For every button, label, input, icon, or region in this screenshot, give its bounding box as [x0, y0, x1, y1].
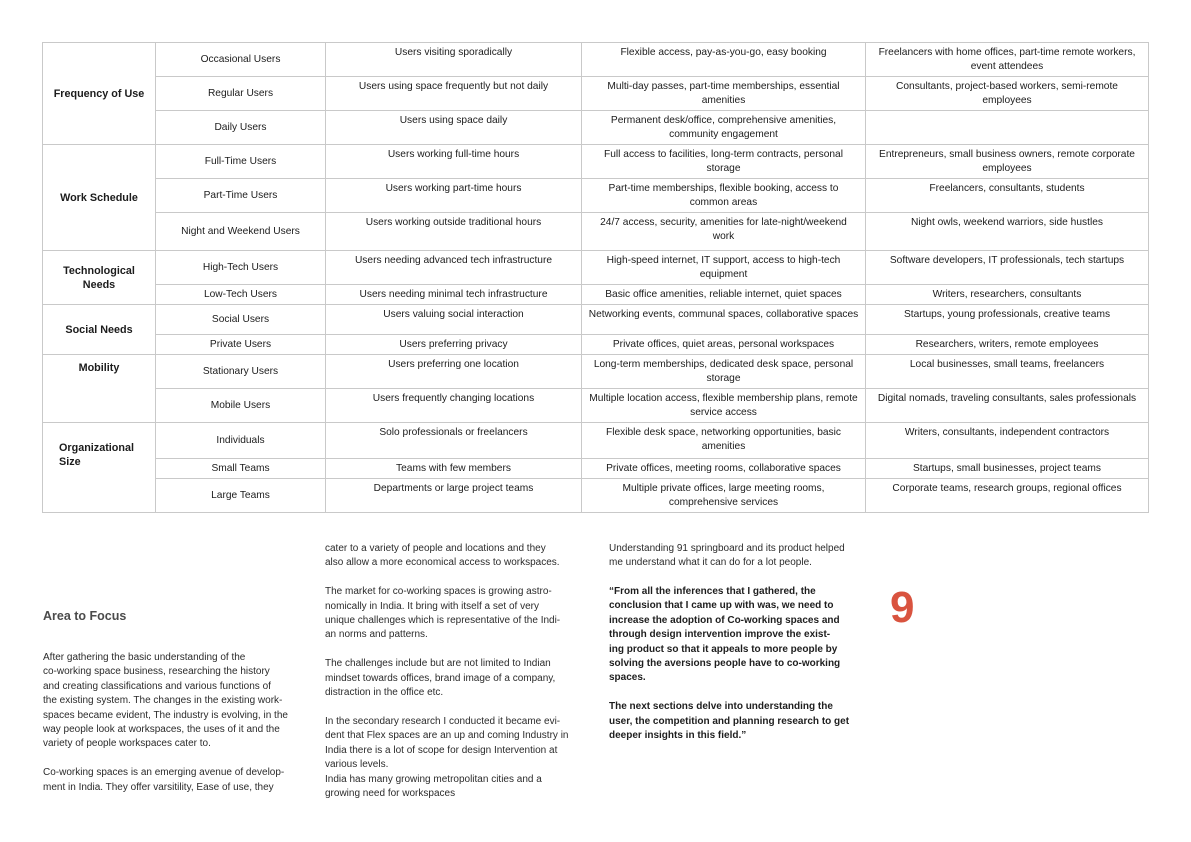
user-type-cell: Full-Time Users	[156, 145, 326, 179]
description-cell: Users preferring privacy	[326, 335, 582, 355]
page-number: 9	[890, 583, 915, 632]
category-cell: Organizational Size	[43, 423, 156, 513]
needs-cell: Multiple location access, flexible membership plans, remote service access	[582, 389, 866, 423]
needs-cell: Multiple private offices, large meeting rooms, comprehensive services	[582, 479, 866, 513]
table-row	[43, 77, 1149, 111]
body-text-column-2: cater to a variety of people and locations and they also allow a more economical access to workspaces. The market for co-working spaces is growing astro- nomically in India. It bring with itself a set of very unique challenges which is representative of the Indi- an norms and patterns. The challenges include but are not limited to Indian mindset towards offices, brand image of a company, distraction in the office etc. In the secondary research I conducted it became evi- dent that Flex spaces are an up and coming Industry in India there is a lot of scope for design Intervention at various levels. India has many growing metropolitan cities and a growing need for workspaces	[325, 543, 569, 799]
user-segmentation-table	[42, 42, 1149, 513]
examples-cell	[866, 111, 1149, 145]
user-type-cell: Stationary Users	[156, 355, 326, 389]
table-row	[43, 459, 1149, 479]
user-type-cell: High-Tech Users	[156, 251, 326, 285]
user-type-cell: Small Teams	[156, 459, 326, 479]
description-cell: Users using space daily	[326, 111, 582, 145]
description-cell: Users needing minimal tech infrastructure	[326, 285, 582, 305]
description-cell: Users needing advanced tech infrastructure	[326, 251, 582, 285]
description-cell: Solo professionals or freelancers	[326, 423, 582, 459]
examples-cell: Freelancers, consultants, students	[866, 179, 1149, 213]
examples-cell: Entrepreneurs, small business owners, remote corporate employees	[866, 145, 1149, 179]
user-type-cell: Large Teams	[156, 479, 326, 513]
category-cell: Frequency of Use	[43, 43, 156, 145]
needs-cell: Permanent desk/office, comprehensive amenities, community engagement	[582, 111, 866, 145]
table-row	[43, 423, 1149, 459]
examples-cell: Freelancers with home offices, part-time remote workers, event attendees	[866, 43, 1149, 77]
needs-cell: Part-time memberships, flexible booking, access to common areas	[582, 179, 866, 213]
user-type-cell: Regular Users	[156, 77, 326, 111]
table-row	[43, 145, 1149, 179]
examples-cell: Researchers, writers, remote employees	[866, 335, 1149, 355]
user-type-cell: Private Users	[156, 335, 326, 355]
user-type-cell: Daily Users	[156, 111, 326, 145]
examples-cell: Digital nomads, traveling consultants, sales professionals	[866, 389, 1149, 423]
description-cell: Users using space frequently but not daily	[326, 77, 582, 111]
examples-cell: Startups, young professionals, creative teams	[866, 305, 1149, 335]
examples-cell: Local businesses, small teams, freelancers	[866, 355, 1149, 389]
examples-cell: Corporate teams, research groups, regional offices	[866, 479, 1149, 513]
description-cell: Users working outside traditional hours	[326, 213, 582, 251]
user-type-cell: Social Users	[156, 305, 326, 335]
user-type-cell: Night and Weekend Users	[156, 213, 326, 251]
table-row	[43, 251, 1149, 285]
category-cell: Mobility	[43, 355, 156, 423]
category-cell: Social Needs	[43, 305, 156, 355]
examples-cell: Writers, consultants, independent contractors	[866, 423, 1149, 459]
examples-cell: Writers, researchers, consultants	[866, 285, 1149, 305]
table-row	[43, 305, 1149, 335]
user-type-cell: Occasional Users	[156, 43, 326, 77]
examples-cell: Startups, small businesses, project teams	[866, 459, 1149, 479]
description-cell: Users visiting sporadically	[326, 43, 582, 77]
body-text-column-3-intro: Understanding 91 springboard and its product helped me understand what it can do for a lot people.	[609, 543, 845, 569]
table-body	[43, 43, 1149, 513]
user-type-cell: Part-Time Users	[156, 179, 326, 213]
table-row	[43, 285, 1149, 305]
table-row	[43, 355, 1149, 389]
user-type-cell: Individuals	[156, 423, 326, 459]
needs-cell: Private offices, quiet areas, personal workspaces	[582, 335, 866, 355]
user-type-cell: Low-Tech Users	[156, 285, 326, 305]
needs-cell: Flexible access, pay-as-you-go, easy booking	[582, 43, 866, 77]
needs-cell: Basic office amenities, reliable internet, quiet spaces	[582, 285, 866, 305]
needs-cell: Private offices, meeting rooms, collaborative spaces	[582, 459, 866, 479]
needs-cell: Full access to facilities, long-term contracts, personal storage	[582, 145, 866, 179]
conclusion-quote: “From all the inferences that I gathered, the conclusion that I came up with was, we need to increase the adoption of Co-working spaces and through design intervention improve the exist- ing product so that it appeals to more people by solving the aversions people have to co-working spaces. The next sections delve into understanding the user, the competition and planning research to get deeper insights in this field.”	[609, 586, 850, 742]
table-row	[43, 111, 1149, 145]
needs-cell: Multi-day passes, part-time memberships, essential amenities	[582, 77, 866, 111]
table-row	[43, 389, 1149, 423]
body-text-column-1: After gathering the basic understanding of the co-working space business, researching the history and creating classifications and various functions of the existing system. The changes in the existing work- spaces became evident, The industry is evolving, in the way people look at workspaces, the uses of it and the variety of people workspaces cater to. Co-working spaces is an emerging avenue of develop- ment in India. They offer varsitility, Ease of use, they	[43, 652, 288, 793]
table-row	[43, 179, 1149, 213]
description-cell: Users valuing social interaction	[326, 305, 582, 335]
category-cell: Technological Needs	[43, 251, 156, 305]
examples-cell: Software developers, IT professionals, tech startups	[866, 251, 1149, 285]
category-cell: Work Schedule	[43, 145, 156, 251]
description-cell: Users frequently changing locations	[326, 389, 582, 423]
needs-cell: Flexible desk space, networking opportunities, basic amenities	[582, 423, 866, 459]
examples-cell: Night owls, weekend warriors, side hustles	[866, 213, 1149, 251]
description-cell: Users working part-time hours	[326, 179, 582, 213]
table-row	[43, 213, 1149, 251]
description-cell: Users preferring one location	[326, 355, 582, 389]
user-type-cell: Mobile Users	[156, 389, 326, 423]
table-row	[43, 479, 1149, 513]
needs-cell: Networking events, communal spaces, collaborative spaces	[582, 305, 866, 335]
examples-cell: Consultants, project-based workers, semi-remote employees	[866, 77, 1149, 111]
needs-cell: 24/7 access, security, amenities for late-night/weekend work	[582, 213, 866, 251]
description-cell: Users working full-time hours	[326, 145, 582, 179]
needs-cell: Long-term memberships, dedicated desk space, personal storage	[582, 355, 866, 389]
description-cell: Teams with few members	[326, 459, 582, 479]
section-heading: Area to Focus	[43, 609, 127, 623]
table-row	[43, 43, 1149, 77]
needs-cell: High-speed internet, IT support, access to high-tech equipment	[582, 251, 866, 285]
description-cell: Departments or large project teams	[326, 479, 582, 513]
table-row	[43, 335, 1149, 355]
